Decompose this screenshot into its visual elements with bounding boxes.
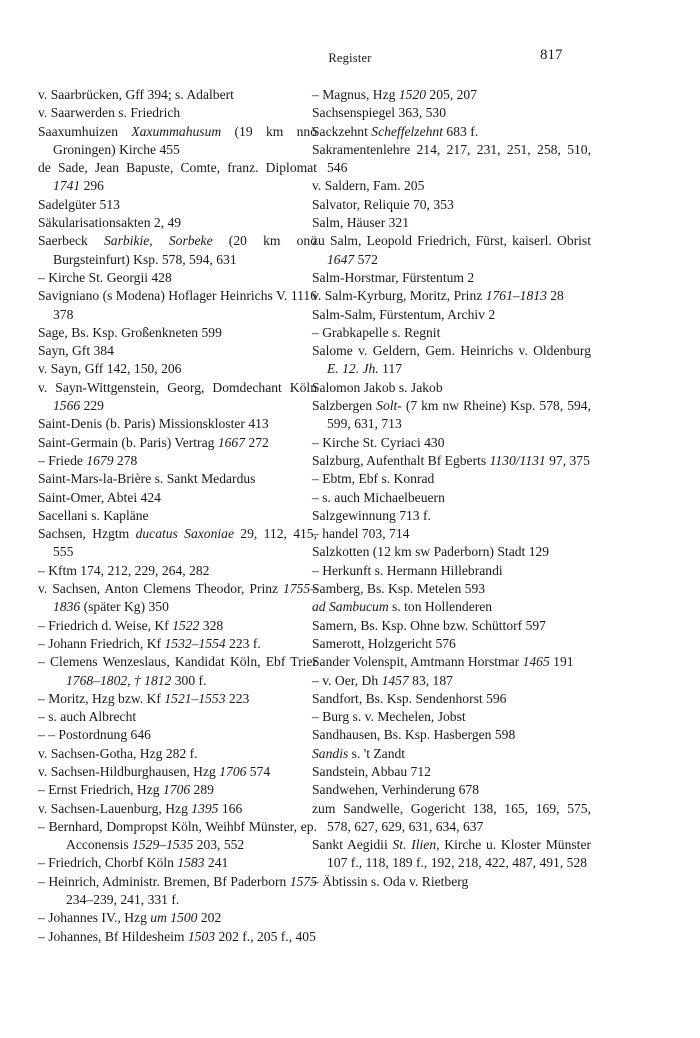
- entry-italic-text: 1521–1553: [164, 690, 226, 706]
- index-entry: [38, 379, 317, 416]
- index-entry: [312, 580, 591, 598]
- entry-text: (7 km nw Rheine) Ksp. 578, 594, 599, 631, 713: [327, 398, 591, 432]
- index-entry: [38, 123, 317, 160]
- entry-italic-text: St. Ilien: [392, 837, 437, 853]
- index-entry: [38, 470, 317, 488]
- index-entry: [312, 635, 591, 653]
- index-entry: [312, 397, 591, 434]
- entry-text: 223: [225, 690, 250, 706]
- index-subentry: [38, 854, 317, 872]
- entry-italic-text: E. 12. Jh.: [327, 361, 379, 377]
- entry-text: (später Kg) 350: [80, 599, 169, 615]
- entry-italic-text: um 1500: [150, 910, 198, 926]
- entry-italic-text: 1520: [398, 87, 427, 102]
- entry-text: 202: [197, 910, 222, 926]
- index-subentry: [312, 324, 591, 342]
- entry-text: 289: [190, 782, 214, 798]
- index-subentry: [38, 617, 317, 635]
- entry-text: v. Saarwerden s. Friedrich: [38, 105, 181, 121]
- index-subentry: [312, 489, 591, 507]
- entry-text: Sayn, Gft 384: [38, 343, 114, 359]
- entry-text: – s. auch Albrecht: [38, 709, 137, 725]
- entry-text: v. Saarbrücken, Gff 394; s. Adalbert: [38, 87, 234, 102]
- index-entry: [38, 196, 317, 214]
- entry-text: – – Postordnung 646: [38, 727, 151, 743]
- index-entry: [312, 214, 591, 232]
- index-entry: [38, 800, 317, 818]
- entry-text: 191: [549, 654, 574, 670]
- entry-text: – Friedrich, Chorbf Köln: [38, 855, 178, 871]
- index-entry: [38, 580, 317, 617]
- entry-text: – Clemens Wenzeslaus, Kandidat Köln, Ebf Trier: [38, 654, 317, 670]
- entry-italic-text: 1741: [53, 178, 81, 194]
- index-subentry: [38, 635, 317, 653]
- entry-text: Salomon Jakob s. Jakob: [312, 379, 443, 395]
- entry-text: – Friedrich d. Weise, Kf: [38, 617, 173, 633]
- entry-text: zu Salm, Leopold Friedrich, Fürst, kaiserl. Obrist: [312, 233, 591, 249]
- index-entry: [38, 342, 317, 360]
- entry-text: Sage, Bs. Ksp. Großenkneten 599: [38, 324, 222, 340]
- entry-text: Saint-Germain (b. Paris) Vertrag: [38, 434, 218, 450]
- index-entry: [312, 232, 591, 269]
- entry-text: – Johann Friedrich, Kf: [38, 635, 165, 651]
- index-column-left: [38, 86, 317, 946]
- index-entry: [38, 324, 317, 342]
- entry-italic-text: 1457: [381, 672, 409, 688]
- entry-text: Sander Volenspit, Amtmann Horstmar: [312, 654, 523, 670]
- entry-text: Salvator, Reliquie 70, 353: [312, 196, 454, 212]
- index-subentry: [38, 928, 317, 946]
- index-entry: [312, 141, 591, 178]
- index-entry: [312, 507, 591, 525]
- entry-text: Salm, Häuser 321: [312, 215, 410, 231]
- entry-text: Samern, Bs. Ksp. Ohne bzw. Schüttorf 597: [312, 617, 546, 633]
- entry-text: – Friede: [38, 452, 87, 468]
- entry-text: Sandhausen, Bs. Ksp. Hasbergen 598: [312, 727, 516, 743]
- entry-text: v. Sayn-Wittgenstein, Georg, Domdechant Köln: [38, 379, 317, 395]
- index-entry: [38, 232, 317, 269]
- entry-text: s. ton Hollenderen: [388, 599, 493, 615]
- entry-text: 683 f.: [443, 123, 479, 139]
- entry-text: – v. Oer, Dh: [312, 672, 382, 688]
- index-subentry: [312, 672, 591, 690]
- entry-text: 202 f., 205 f., 405: [215, 928, 316, 944]
- entry-text: Salm-Horstmar, Fürstentum 2: [312, 269, 475, 285]
- entry-italic-text: 1395: [191, 800, 219, 816]
- index-entry: [312, 726, 591, 744]
- entry-text: Samberg, Bs. Ksp. Metelen 593: [312, 581, 486, 597]
- entry-text: 328: [199, 617, 224, 633]
- entry-text: 574: [246, 763, 271, 779]
- entry-text: v. Sachsen, Anton Clemens Theodor, Prinz: [38, 581, 284, 597]
- entry-text: 272: [245, 434, 269, 450]
- entry-text: – Ebtm, Ebf s. Konrad: [312, 471, 435, 487]
- index-subentry: [312, 470, 591, 488]
- index-subentry: [38, 690, 317, 708]
- entry-text: Sackzehnt: [312, 123, 372, 139]
- running-header: Register: [328, 51, 372, 65]
- entry-italic-text: 1706: [162, 782, 191, 798]
- entry-text: Sachsenspiegel 363, 530: [312, 105, 447, 121]
- entry-text: 203, 552: [193, 837, 245, 853]
- entry-text: , Kirche u. Kloster Münster 107 f., 118, 189 f., 192, 218, 422, 487, 491, 528: [327, 837, 591, 871]
- index-entry: [312, 104, 591, 122]
- index-subentry: [38, 562, 317, 580]
- index-entry: [38, 434, 317, 452]
- entry-text: 28: [546, 288, 564, 304]
- page-number: 817: [540, 47, 563, 63]
- entry-text: s. 't Zandt: [348, 745, 406, 761]
- index-entry: [38, 525, 317, 562]
- index-subentry: [38, 781, 317, 799]
- entry-text: 300 f.: [171, 672, 207, 688]
- index-entry: [312, 745, 591, 763]
- entry-italic-text: Xaxummahusum: [131, 123, 222, 139]
- entry-text: 296: [80, 178, 104, 194]
- entry-italic-text: Sarbikie, Sorbeke: [103, 233, 213, 249]
- index-entry: [38, 745, 317, 763]
- entry-text: Sandwehen, Verhinderung 678: [312, 782, 479, 798]
- entry-text: Salzburg, Aufenthalt Bf Egberts: [312, 452, 490, 468]
- index-entry: [312, 763, 591, 781]
- entry-italic-text: 1768–1802, † 1812: [66, 672, 172, 688]
- entry-text: – Magnus, Hzg: [312, 87, 399, 102]
- index-entry: [312, 379, 591, 397]
- index-subentry: [38, 452, 317, 470]
- index-entry: [38, 104, 317, 122]
- index-entry: [38, 763, 317, 781]
- index-entry: [312, 690, 591, 708]
- index-entry: [312, 543, 591, 561]
- entry-text: – Burg s. v. Mechelen, Jobst: [312, 709, 466, 725]
- entry-italic-text: 1529–1535: [132, 837, 194, 853]
- entry-text: zum Sandwelle, Gogericht 138, 165, 169, 575, 578, 627, 629, 631, 634, 637: [312, 800, 591, 834]
- index-entry: [312, 800, 591, 837]
- index-entry: [38, 214, 317, 232]
- entry-text: – Kirche St. Cyriaci 430: [312, 434, 445, 450]
- entry-text: – Heinrich, Administr. Bremen, Bf Paderborn: [38, 873, 290, 889]
- entry-text: Sakramentenlehre 214, 217, 231, 251, 258, 510, 546: [312, 141, 591, 176]
- entry-text: Saerbeck: [38, 233, 104, 249]
- index-subentry: [312, 708, 591, 726]
- entry-text: Salzkotten (12 km sw Paderborn) Stadt 129: [312, 544, 550, 560]
- entry-text: 234–239, 241, 331 f.: [66, 892, 180, 908]
- entry-text: Saint-Denis (b. Paris) Missionskloster 413: [38, 416, 269, 432]
- entry-text: Salome v. Geldern, Gem. Heinrichs v. Oldenburg: [312, 343, 591, 359]
- index-entry: [312, 617, 591, 635]
- index-subentry: [38, 708, 317, 726]
- entry-text: v. Salm-Kyrburg, Moritz, Prinz: [312, 288, 486, 304]
- entry-text: Sachsen, Hzgtm: [38, 526, 136, 542]
- index-entry: [38, 159, 317, 196]
- index-entry: [312, 836, 591, 873]
- entry-text: – Grabkapelle s. Regnit: [312, 324, 441, 340]
- index-column-right: [312, 86, 591, 891]
- index-subentry: [312, 434, 591, 452]
- entry-text: Sandstein, Abbau 712: [312, 763, 431, 779]
- entry-text: v. Sachsen-Gotha, Hzg 282 f.: [38, 745, 198, 761]
- entry-text: 83, 187: [408, 672, 453, 688]
- index-subentry: [38, 269, 317, 287]
- entry-italic-text: 1706: [219, 763, 247, 779]
- entry-text: 229: [80, 398, 104, 414]
- entry-text: – Kftm 174, 212, 229, 264, 282: [38, 562, 210, 578]
- entry-text: 572: [354, 251, 378, 267]
- entry-italic-text: 1465: [522, 654, 550, 670]
- entry-italic-text: 1583: [177, 855, 205, 871]
- entry-italic-text: 1761–1813: [485, 288, 547, 304]
- index-subentry: [312, 525, 591, 543]
- entry-text: – Johannes IV., Hzg: [38, 910, 151, 926]
- entry-italic-text: ad Sambucum: [312, 599, 389, 615]
- entry-text: Sankt Aegidii: [312, 837, 393, 853]
- index-entry: [312, 653, 591, 671]
- entry-text: 29, 112, 415, 555: [53, 526, 317, 560]
- entry-italic-text: 1647: [327, 251, 355, 267]
- index-subentry: [38, 818, 317, 855]
- index-entry: [312, 306, 591, 324]
- entry-italic-text: 1575: [289, 873, 317, 889]
- index-entry: [312, 287, 591, 305]
- index-entry: [312, 196, 591, 214]
- entry-italic-text: Solt-: [376, 398, 402, 414]
- entry-text: 241: [204, 855, 229, 871]
- index-entry: [312, 781, 591, 799]
- entry-text: (19 km nnö Groningen) Kirche 455: [53, 123, 318, 157]
- entry-italic-text: 1755–1836: [53, 581, 317, 615]
- entry-text: – Bernhard, Dompropst Köln, Weihbf Münster, ep. Acconensis: [38, 818, 317, 853]
- entry-text: – Herkunft s. Hermann Hillebrandi: [312, 562, 503, 578]
- index-subentry: [38, 726, 317, 744]
- entry-text: Saint-Mars-la-Brière s. Sankt Medardus: [38, 471, 256, 487]
- entry-text: Sandfort, Bs. Ksp. Sendenhorst 596: [312, 690, 507, 706]
- index-entry: [312, 269, 591, 287]
- index-entry: [312, 452, 591, 470]
- entry-text: Salm-Salm, Fürstentum, Archiv 2: [312, 306, 496, 322]
- entry-text: Samerott, Holzgericht 576: [312, 635, 456, 651]
- entry-text: 97, 375: [545, 452, 590, 468]
- entry-text: (20 km onö Burgsteinfurt) Ksp. 578, 594, 631: [53, 233, 318, 267]
- index-entry: [38, 287, 317, 324]
- index-subentry: [312, 873, 591, 891]
- entry-text: – s. auch Michaelbeuern: [312, 489, 445, 505]
- index-subentry: [38, 653, 317, 690]
- entry-text: 205, 207: [426, 87, 478, 102]
- entry-text: – Ernst Friedrich, Hzg: [38, 782, 163, 798]
- index-subentry: [38, 909, 317, 927]
- entry-italic-text: 1130/1131: [489, 452, 546, 468]
- entry-text: Savigniano (s Modena) Hoflager Heinrichs V. 1116 378: [38, 288, 317, 322]
- entry-text: – Äbtissin s. Oda v. Rietberg: [312, 873, 469, 889]
- entry-text: 223 f.: [225, 635, 261, 651]
- index-entry: [312, 598, 591, 616]
- index-entry: [312, 342, 591, 379]
- entry-text: – Moritz, Hzg bzw. Kf: [38, 690, 165, 706]
- entry-text: 117: [378, 361, 403, 377]
- index-subentry: [312, 86, 591, 104]
- index-subentry: [312, 562, 591, 580]
- entry-text: Sadelgüter 513: [38, 196, 120, 212]
- entry-text: Säkularisationsakten 2, 49: [38, 215, 182, 231]
- entry-italic-text: Scheffelzehnt: [371, 123, 443, 139]
- index-entry: [312, 177, 591, 195]
- entry-text: Saint-Omer, Abtei 424: [38, 489, 161, 505]
- index-subentry: [38, 873, 317, 910]
- entry-text: Salzbergen: [312, 398, 377, 414]
- entry-text: Sacellani s. Kapläne: [38, 507, 149, 523]
- index-entry: [38, 415, 317, 433]
- index-entry: [38, 507, 317, 525]
- entry-text: 166: [218, 800, 243, 816]
- index-entry: [38, 360, 317, 378]
- entry-italic-text: 1532–1554: [164, 635, 226, 651]
- entry-text: v. Saldern, Fam. 205: [312, 178, 425, 194]
- entry-text: – Kirche St. Georgii 428: [38, 269, 172, 285]
- entry-text: – Johannes, Bf Hildesheim: [38, 928, 188, 944]
- entry-text: Salzgewinnung 713 f.: [312, 507, 431, 523]
- entry-italic-text: 1667: [217, 434, 246, 450]
- entry-text: de Sade, Jean Bapuste, Comte, franz. Diplomat: [38, 160, 317, 176]
- entry-italic-text: 1503: [187, 928, 216, 944]
- entry-italic-text: 1566: [53, 398, 81, 414]
- entry-text: v. Sachsen-Lauenburg, Hzg: [38, 800, 192, 816]
- index-entry: [38, 489, 317, 507]
- entry-italic-text: 1522: [172, 617, 200, 633]
- entry-text: v. Sayn, Gff 142, 150, 206: [38, 361, 182, 377]
- entry-text: 278: [113, 452, 138, 468]
- entry-text: v. Sachsen-Hildburghausen, Hzg: [38, 763, 220, 779]
- index-entry: [312, 123, 591, 141]
- entry-italic-text: Sandis: [312, 745, 349, 761]
- entry-italic-text: ducatus Saxoniae: [135, 526, 234, 542]
- index-entry: [38, 86, 317, 104]
- entry-text: – handel 703, 714: [312, 526, 410, 542]
- entry-text: Saaxumhuizen: [38, 123, 132, 139]
- entry-italic-text: 1679: [86, 452, 114, 468]
